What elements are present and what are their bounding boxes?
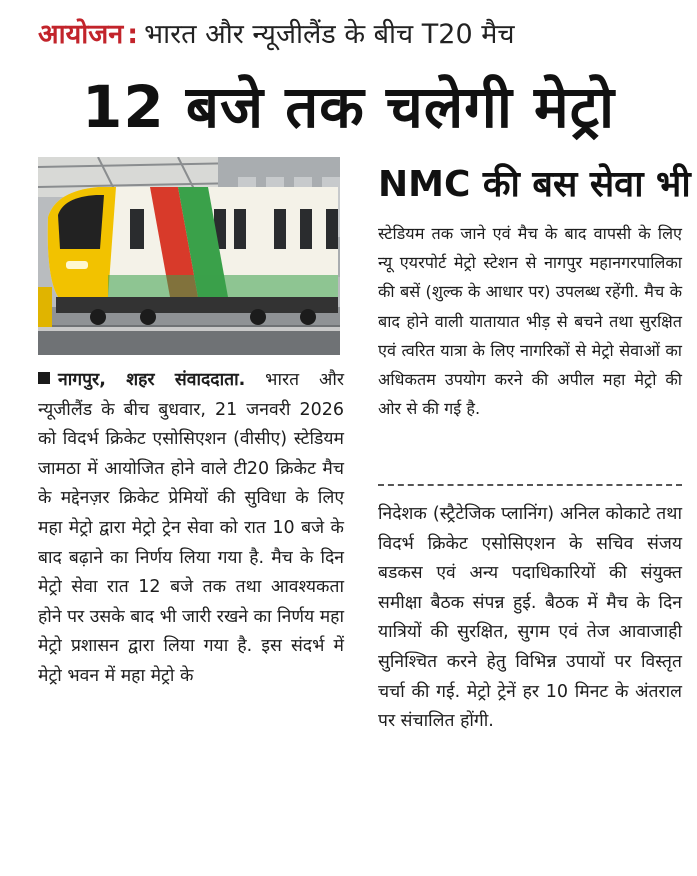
- rail: [38, 327, 340, 331]
- kicker-line: [38, 18, 678, 52]
- train-headlight: [66, 261, 88, 269]
- main-article-body: भारत और न्यूजीलैंड के बीच बुधवार, 21 जनवरी 2026 को विदर्भ क्रिकेट एसोसिएशन (वीसीए) स्टेडियम जामठा में आयोजित होने वाले टी20 क्रिकेट मैच के मद्देनज़र क्रिकेट प्रेमियों की सुविधा के लिए महा मेट्रो द्वारा मेट्रो ट्रेन सेवा को रात 10 बजे के बाद बढ़ाने का निर्णय लिया गया है. मैच के दिन मेट्रो सेवा रात 12 बजे तक तथा आवश्यकता होने पर उसके बाद भी जारी रखने का निर्णय महा मेट्रो प्रशासन द्वारा लिया गया है. इस संदर्भ में मेट्रो भवन में महा मेट्रो के: [38, 370, 345, 686]
- square-bullet-icon: [38, 372, 50, 384]
- kicker-text: भारत और न्यूजीलैंड के बीच T20 मैच: [144, 19, 515, 50]
- side-story-body: स्टेडियम तक जाने एवं मैच के बाद वापसी के लिए न्यू एयरपोर्ट मेट्रो स्टेशन से नागपुर महानगरपालिका की बसें (शुल्क के आधार पर) उपलब्ध रहेंगी. मैच के बाद होने वाली यातायात भीड़ से बचने तथा सुरक्षित एवं त्वरित यात्रा के लिए नागरिकों से मेट्रो सेवाओं का अधिकतम उपयोग करने की अपील महा मेट्रो की ओर से की गई है.: [378, 224, 682, 419]
- kicker-separator: :: [127, 19, 139, 50]
- metro-train-photo: [38, 157, 340, 355]
- main-article-continuation: निदेशक (स्ट्रैटेजिक प्लानिंग) अनिल कोकाटे तथा विदर्भ क्रिकेट एसोसिएशन के सचिव संजय बडकस एवं अन्य पदाधिकारियों की संयुक्त समीक्षा बैठक संपन्न हुई. बैठक में मैच के दिन यात्रियों की सुरक्षित, सुगम एवं तेज आवाजाही सुनिश्चित करने हेतु विभिन्न उपायों पर विस्तृत चर्चा की गई. मेट्रो ट्रेनें हर 10 मिनट के अंतराल पर संचालित होंगी.: [378, 504, 682, 732]
- column-divider: [378, 484, 682, 486]
- train-livery-stripe: [108, 275, 338, 297]
- dateline: [38, 370, 245, 390]
- headline: 12 बजे तक चलेगी मेट्रो: [81, 73, 615, 141]
- dateline-text: नागपुर, शहर संवाददाता.: [58, 370, 246, 390]
- yellow-equipment: [38, 287, 52, 327]
- side-story-title: NMC की बस सेवा भी: [378, 164, 691, 205]
- main-article-column: [38, 366, 344, 692]
- kicker-label: आयोजन: [38, 19, 124, 50]
- metro-train-illustration: [38, 157, 340, 355]
